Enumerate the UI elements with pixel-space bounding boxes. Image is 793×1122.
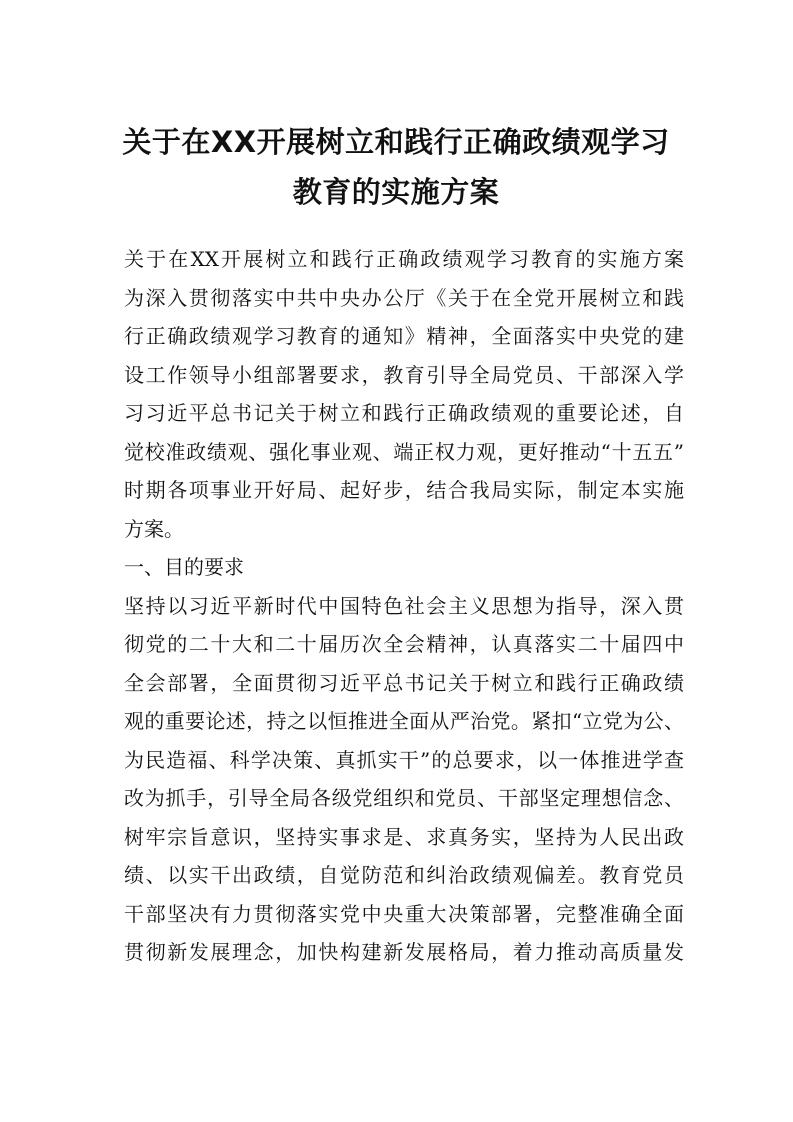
- section-line: 贯彻新发展理念，加快构建新发展格局，着力推动高质量发: [124, 940, 684, 964]
- section-line: 全会部署，全面贯彻习近平总书记关于树立和践行正确政绩: [124, 670, 684, 695]
- intro-line: 行正确政绩观学习教育的通知》精神，全面落实中央党的建: [124, 324, 684, 348]
- intro-line: 关于在XX开展树立和践行正确政绩观学习教育的实施方案: [124, 247, 684, 271]
- intro-line: 习习近平总书记关于树立和践行正确政绩观的重要论述，自: [124, 401, 684, 425]
- section-line: 绩、以实干出政绩，自觉防范和纠治政绩观偏差。教育党员: [124, 863, 684, 887]
- section-line: 为民造福、科学决策、真抓实干”的总要求，以一体推进学查: [124, 747, 684, 772]
- document-body: [124, 240, 684, 972]
- section-heading: 一、目的要求: [124, 555, 244, 579]
- section-line: 树牢宗旨意识，坚持实事求是、求真务实，坚持为人民出政: [124, 824, 684, 849]
- section-line: 观的重要论述，持之以恒推进全面从严治党。紧扣“立党为公、: [124, 709, 684, 733]
- intro-line: 设工作领导小组部署要求，教育引导全局党员、干部深入学: [124, 362, 684, 387]
- intro-line: 为深入贯彻落实中共中央办公厅《关于在全党开展树立和践: [124, 285, 684, 310]
- section-line: 干部坚决有力贯彻落实党中央重大决策部署，完整准确全面: [124, 901, 684, 926]
- document-title-line-2: 教育的实施方案: [292, 175, 500, 209]
- section-line: 改为抓手，引导全局各级党组织和党员、干部坚定理想信念、: [124, 786, 684, 810]
- intro-line: 方案。: [124, 516, 184, 541]
- intro-line: 觉校准政绩观、强化事业观、端正权力观，更好推动“十五五”: [124, 439, 684, 464]
- document-title-line-1: 关于在XX开展树立和践行正确政绩观学习: [122, 125, 670, 159]
- section-line: 坚持以习近平新时代中国特色社会主义思想为指导，深入贯: [124, 593, 684, 618]
- intro-line: 时期各项事业开好局、起好步，结合我局实际，制定本实施: [124, 478, 684, 502]
- section-line: 彻党的二十大和二十届历次全会精神，认真落实二十届四中: [124, 632, 684, 656]
